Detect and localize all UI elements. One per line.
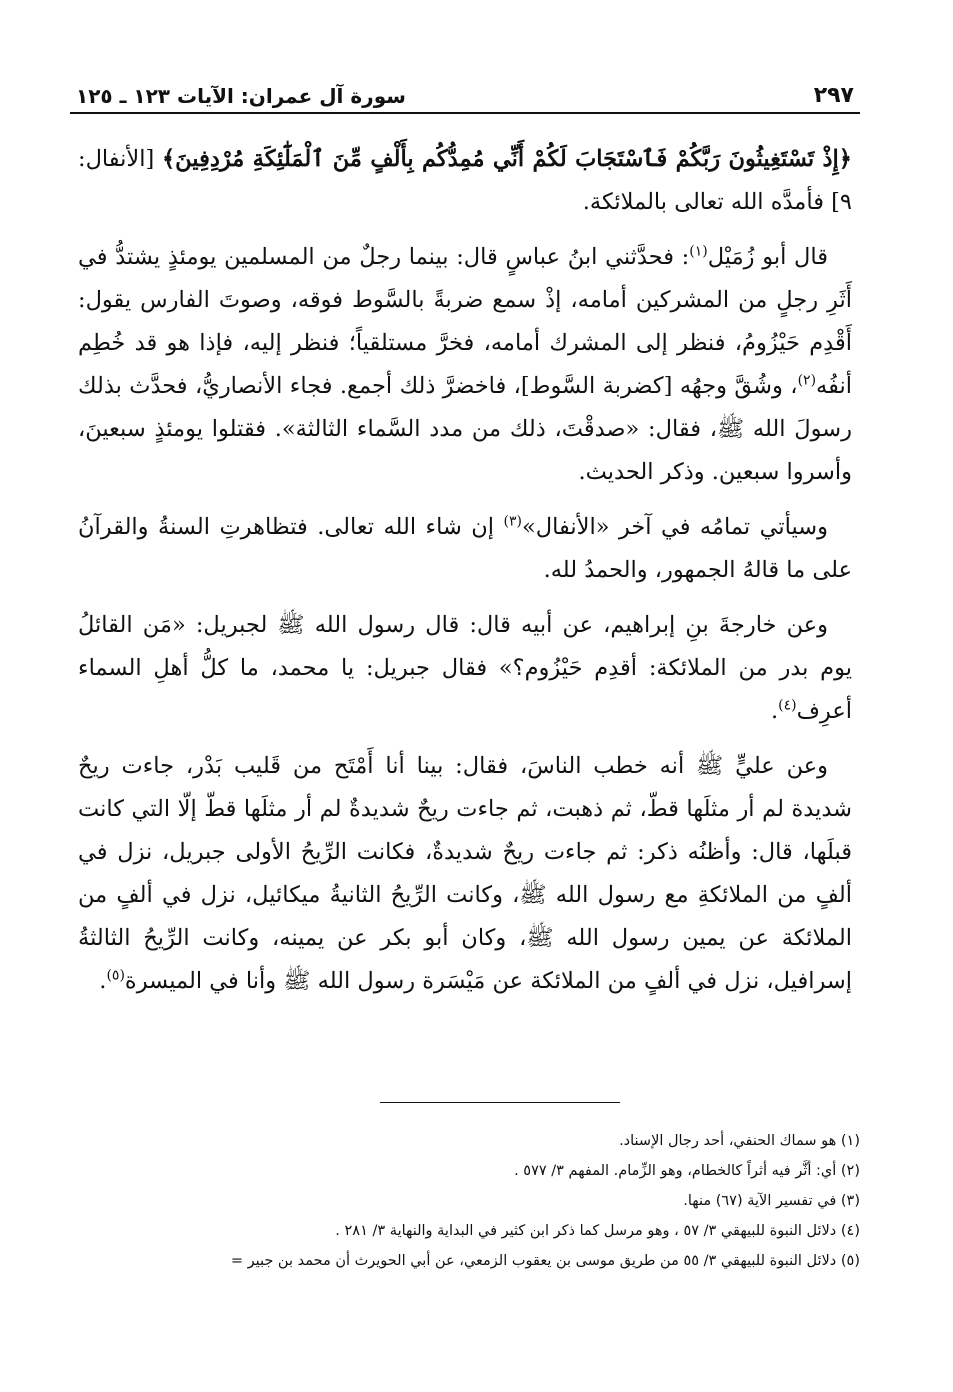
footnote-2: (٢) أي: أثَّر فيه أثراً كالخطام، وهو الزِّمام. المفهم ٣/ ٥٧٧ . [514,1163,860,1179]
paragraph-text: : فحدَّثني ابنُ عباسٍ قال: بينما رجلٌ من المسلمين يومئذٍ يشتدُّ في أَثَرِ رجلٍ من المشركين أمامه، إذْ سمع ضربةً بالسَّوط فوقه، وصوتَ الفارس يقول: أَقْدِم حَيْزُومُ، فنظر إلى المشرك أمامه، فخرَّ مستلقياً؛ فنظر إليه، فإذا هو قد خُطِم أنفُه [78,244,852,399]
page [70,78,860,1015]
paragraph-4 [78,604,852,733]
page-header [70,78,860,114]
paragraph-text: . [99,968,107,994]
footnote-separator [380,1102,620,1103]
footnote-ref-5: (٥) [106,967,125,984]
paragraph-text: ، وشُقَّ وجهُه [كضربة السَّوط]، فاخضرَّ ذلك أجمع. فجاء الأنصاريُّ، فحدَّث بذلك رسولَ الله ﷺ، فقال: «صدقْتَ، ذلك من مدد السَّماء الثالثة». فقتلوا يومئذٍ سبعينَ، وأسروا سبعين. وذكر الحديث. [78,373,852,485]
paragraph-text: وعن عليٍّ ﷺ أنه خطب الناسَ، فقال: بينا أنا أَمْتَح من قَليب بَدْر، جاءت ريحٌ شديدة لم أر مثلَها قطّ، ثم ذهبت، ثم جاءت ريحٌ شديدةٌ لم أر مثلَها قطّ إلّا التي كانت قبلَها، قال: وأظنُه ذكر: ثم جاءت ريحٌ شديدةٌ، فكانت الرِّيحُ الأولى جبريل، نزل في ألفٍ من الملائكةِ مع رسول الله ﷺ، وكانت الرِّيحُ الثانيةُ ميكائيل، نزل في ألفٍ من الملائكة عن يمين رسول الله ﷺ، وكان أبو بكر عن يمينه، وكانت الرِّيحُ الثالثةُ إسرافيل، نزل في ألفٍ من الملائكة عن مَيْسَرة رسول الله ﷺ وأنا في الميسرة [78,753,852,994]
paragraph-text: إن شاء الله تعالى. فتظاهرتِ السنةُ والقرآنُ على ما قالهُ الجمهور، والحمدُ لله. [78,514,852,583]
paragraph-3 [78,506,852,592]
paragraph-2 [78,236,852,494]
footnote-4: (٤) دلائل النبوة للبيهقي ٣/ ٥٧ ، وهو مرسل كما ذكر ابن كثير في البداية والنهاية ٣/ ٢٨١ . [335,1223,860,1239]
paragraph-5 [78,745,852,1003]
footnotes [190,1126,860,1276]
footnote-ref-1: (١) [689,243,708,260]
paragraph-text: قال أبو زُمَيْل [707,244,828,270]
paragraph-text: وعن خارجةَ بنِ إبراهيم، عن أبيه قال: قال رسول الله ﷺ لجبريل: «مَن القائلُ يوم بدر من الملائكة: أقدِم حَيْزُوم؟» فقال جبريل: يا محمد، ما كلُّ أهلِ السماء أعرِف [78,612,852,724]
paragraph-text: فأمدَّه الله تعالى بالملائكة. [582,189,824,215]
footnote-ref-4: (٤) [778,697,797,714]
paragraph-1 [78,138,852,224]
footnote-5: (٥) دلائل النبوة للبيهقي ٣/ ٥٥ من طريق موسى بن يعقوب الزمعي، عن أبي الحويرث أن محمد بن جبير = [230,1253,860,1269]
verse-reference: [الأنفال: ٩] [78,146,852,215]
footnote-ref-2: (٢) [797,372,817,389]
footnote-1: (١) هو سماك الحنفي، أحد رجال الإسناد. [619,1133,860,1149]
paragraph-text: . [770,698,779,724]
surah-title: سورة آل عمران: الآيات ١٢٣ ـ ١٢٥ [76,84,406,108]
quran-verse: ﴿إِذْ تَسْتَغِيثُونَ رَبَّكُمْ فَٱسْتَجَابَ لَكُمْ أَنِّي مُمِدُّكُم بِأَلْفٍ مِّنَ ٱلْمَلَٰٓئِكَةِ مُرْدِفِينَ﴾ [161,146,852,172]
paragraph-text: وسيأتي تمامُه في آخر «الأنفال» [522,514,829,540]
page-number: ٢٩٧ [813,83,854,108]
footnote-ref-3: (٣) [503,513,522,530]
page-body [70,138,860,1003]
footnote-3: (٣) في تفسير الآية (٦٧) منها. [683,1193,860,1209]
